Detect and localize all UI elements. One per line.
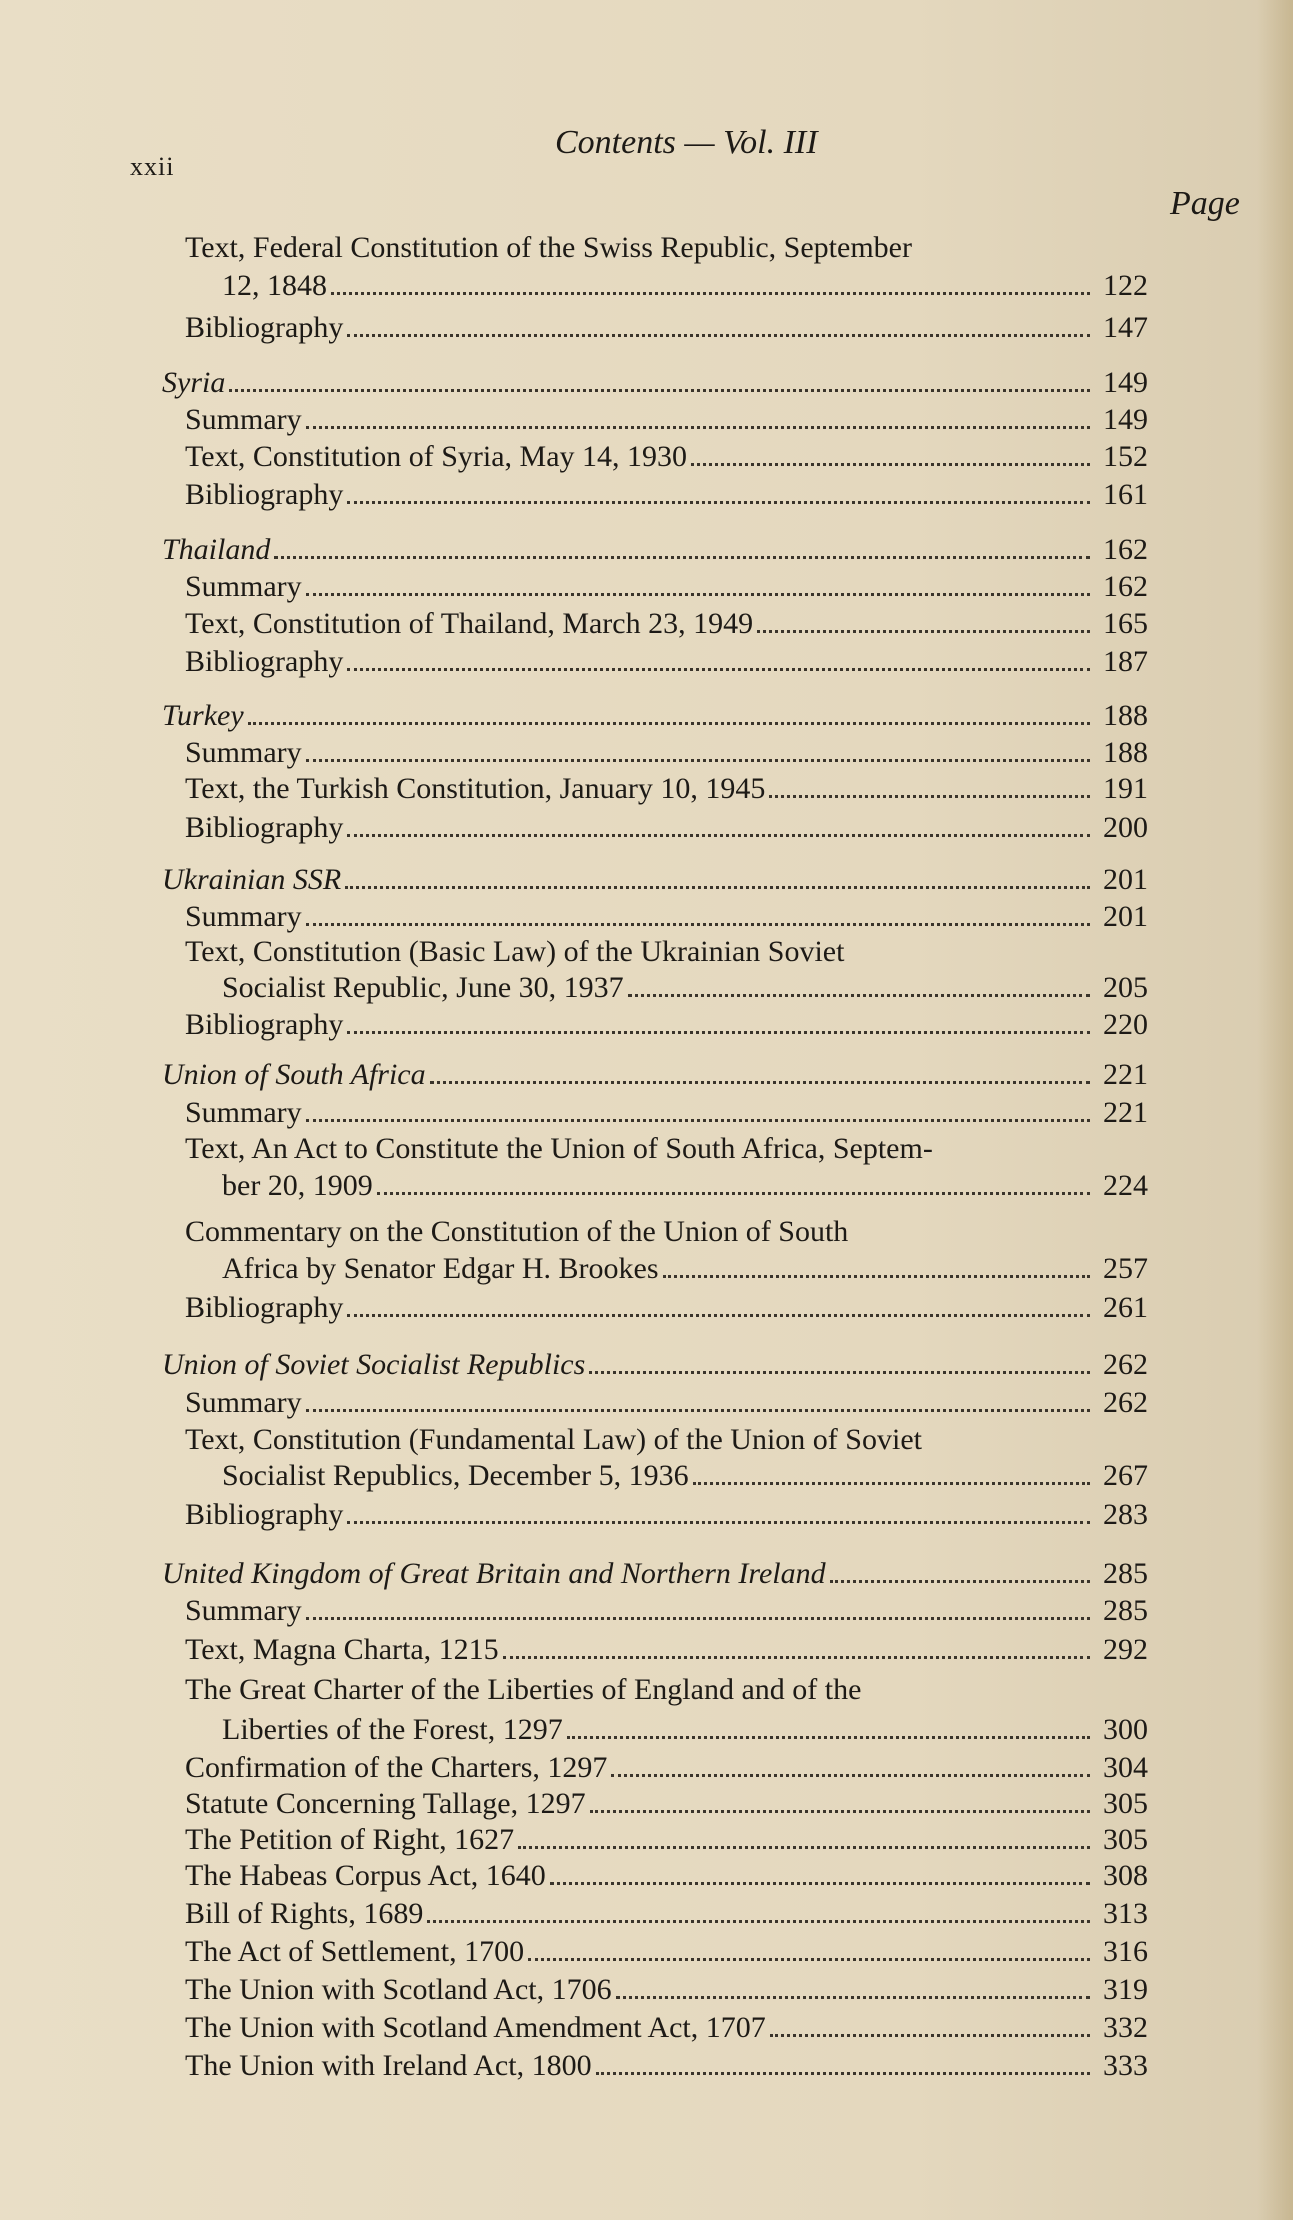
toc-entry-bill-of-rights-1689[interactable] bbox=[185, 1896, 1148, 1932]
dot-leader bbox=[518, 1846, 1090, 1849]
toc-page-number: 305 bbox=[1103, 1787, 1148, 1820]
toc-entry-label: The Union with Ireland Act, 1800 bbox=[185, 2049, 592, 2082]
folio-number: xxii bbox=[130, 152, 175, 181]
dot-leader bbox=[590, 1810, 1090, 1813]
toc-entry-bibliography[interactable] bbox=[185, 644, 1148, 680]
toc-country-turkey[interactable] bbox=[162, 698, 1148, 734]
dot-leader bbox=[616, 1996, 1090, 1999]
dot-leader bbox=[347, 834, 1090, 837]
dot-leader bbox=[611, 1774, 1090, 1777]
toc-page-number: 304 bbox=[1103, 1751, 1148, 1784]
toc-page-number: 188 bbox=[1103, 699, 1148, 732]
toc-page-number: 147 bbox=[1103, 311, 1148, 344]
dot-leader bbox=[757, 630, 1090, 633]
toc-entry-label: Text, Constitution of Thailand, March 23, 1949 bbox=[185, 607, 754, 640]
toc-page-number: 200 bbox=[1103, 811, 1148, 844]
toc-entry-label: The Union with Scotland Amendment Act, 1707 bbox=[185, 2011, 766, 2044]
dot-leader bbox=[306, 593, 1090, 596]
toc-entry-statute-concerning-tallage-1297[interactable] bbox=[185, 1786, 1148, 1822]
toc-entry-label: Union of Soviet Socialist Republics bbox=[162, 1348, 586, 1381]
page-column-label: Page bbox=[1170, 185, 1240, 222]
toc-entry-line-text-an-act-to-constitute-the-union-of-s: Text, An Act to Constitute the Union of South Africa, Septem- bbox=[185, 1132, 933, 1165]
dot-leader bbox=[347, 334, 1090, 337]
toc-entry-line-commentary-on-the-constitution-of-the-un: Commentary on the Constitution of the Union of South bbox=[185, 1215, 849, 1248]
dot-leader bbox=[347, 668, 1090, 671]
toc-entry-label: Bill of Rights, 1689 bbox=[185, 1897, 424, 1930]
dot-leader bbox=[691, 463, 1090, 466]
toc-entry-label: Bibliography bbox=[185, 478, 344, 511]
toc-entry-bibliography[interactable] bbox=[185, 1290, 1148, 1326]
dot-leader bbox=[550, 1882, 1090, 1885]
toc-entry-ber-20-1909[interactable] bbox=[222, 1168, 1148, 1204]
toc-entry-label: Summary bbox=[185, 900, 302, 933]
toc-entry-label: Turkey bbox=[162, 699, 244, 732]
toc-entry-bibliography[interactable] bbox=[185, 310, 1148, 346]
toc-page-number: 267 bbox=[1103, 1459, 1148, 1492]
toc-entry-the-union-with-ireland-act-1800[interactable] bbox=[185, 2048, 1148, 2084]
toc-entry-summary[interactable] bbox=[185, 899, 1148, 935]
toc-page-number: 188 bbox=[1103, 736, 1148, 769]
toc-page-number: 162 bbox=[1103, 570, 1148, 603]
toc-page-number: 261 bbox=[1103, 1291, 1148, 1324]
dot-leader bbox=[693, 1482, 1090, 1485]
toc-entry-label: Text, Constitution of Syria, May 14, 1930 bbox=[185, 440, 688, 473]
toc-entry-summary[interactable] bbox=[185, 402, 1148, 438]
dot-leader bbox=[528, 1958, 1090, 1961]
toc-entry-label: Socialist Republics, December 5, 1936 bbox=[222, 1459, 689, 1492]
dot-leader bbox=[589, 1371, 1090, 1374]
toc-page-number: 283 bbox=[1103, 1498, 1148, 1531]
dot-leader bbox=[769, 795, 1090, 798]
toc-entry-africa-by-senator-edgar-h-brookes[interactable] bbox=[222, 1251, 1148, 1287]
dot-leader bbox=[567, 1736, 1090, 1739]
toc-entry-bibliography[interactable] bbox=[185, 477, 1148, 513]
toc-page-number: 187 bbox=[1103, 645, 1148, 678]
toc-page-number: 313 bbox=[1103, 1897, 1148, 1930]
toc-page-number: 191 bbox=[1103, 772, 1148, 805]
toc-entry-label: Thailand bbox=[162, 533, 271, 566]
toc-page-number: 221 bbox=[1103, 1096, 1148, 1129]
dot-leader bbox=[430, 1081, 1090, 1084]
toc-entry-label: Text, Magna Charta, 1215 bbox=[185, 1633, 499, 1666]
toc-page-number: 262 bbox=[1103, 1386, 1148, 1419]
toc-page-number: 319 bbox=[1103, 1973, 1148, 2006]
dot-leader bbox=[345, 886, 1090, 889]
dot-leader bbox=[347, 1031, 1090, 1034]
toc-page-number: 333 bbox=[1103, 2049, 1148, 2082]
toc-entry-label: Bibliography bbox=[185, 645, 344, 678]
toc-entry-text-constitution-of-syria-may-14-1930[interactable] bbox=[185, 439, 1148, 475]
toc-page-number: 332 bbox=[1103, 2011, 1148, 2044]
dot-leader bbox=[596, 2072, 1090, 2075]
toc-page-number: 224 bbox=[1103, 1169, 1148, 1202]
toc-page-number: 149 bbox=[1103, 403, 1148, 436]
toc-page-number: 149 bbox=[1103, 366, 1148, 399]
dot-leader bbox=[628, 994, 1090, 997]
dot-leader bbox=[306, 426, 1090, 429]
toc-entry-label: Summary bbox=[185, 570, 302, 603]
dot-leader bbox=[306, 1409, 1090, 1412]
toc-entry-summary[interactable] bbox=[185, 1593, 1148, 1629]
toc-entry-label: The Habeas Corpus Act, 1640 bbox=[185, 1859, 546, 1892]
toc-page-number: 285 bbox=[1103, 1594, 1148, 1627]
dot-leader bbox=[274, 556, 1090, 559]
toc-entry-socialist-republics-december-5-1936[interactable] bbox=[222, 1458, 1148, 1494]
dot-leader bbox=[306, 923, 1090, 926]
toc-country-syria[interactable] bbox=[162, 365, 1148, 401]
toc-page-number: 285 bbox=[1103, 1557, 1148, 1590]
toc-entry-line-text-federal-constitution-of-the-swiss-r: Text, Federal Constitution of the Swiss Republic, September bbox=[185, 231, 912, 264]
toc-entry-label: Bibliography bbox=[185, 1291, 344, 1324]
toc-page-number: 300 bbox=[1103, 1713, 1148, 1746]
toc-page-number: 220 bbox=[1103, 1008, 1148, 1041]
toc-page-number: 161 bbox=[1103, 478, 1148, 511]
toc-entry-liberties-of-the-forest-1297[interactable] bbox=[222, 1712, 1148, 1748]
toc-entry-label: Summary bbox=[185, 1594, 302, 1627]
dot-leader bbox=[229, 389, 1090, 392]
toc-page-number: 262 bbox=[1103, 1348, 1148, 1381]
dot-leader bbox=[427, 1920, 1090, 1923]
dot-leader bbox=[347, 501, 1090, 504]
dot-leader bbox=[306, 1617, 1090, 1620]
toc-entry-summary[interactable] bbox=[185, 1095, 1148, 1131]
toc-page-number: 162 bbox=[1103, 533, 1148, 566]
toc-page-number: 152 bbox=[1103, 440, 1148, 473]
toc-entry-text-the-turkish-constitution-january-10[interactable] bbox=[185, 771, 1148, 807]
toc-entry-summary[interactable] bbox=[185, 735, 1148, 771]
toc-entry-summary[interactable] bbox=[185, 1385, 1148, 1421]
toc-entry-label: Bibliography bbox=[185, 1498, 344, 1531]
toc-page-number: 292 bbox=[1103, 1633, 1148, 1666]
toc-entry-line-text-constitution-basic-law-of-the-ukrai: Text, Constitution (Basic Law) of the Ukrainian Soviet bbox=[185, 935, 845, 968]
toc-entry-the-habeas-corpus-act-1640[interactable] bbox=[185, 1858, 1148, 1894]
toc-entry-12-1848[interactable] bbox=[222, 268, 1148, 304]
toc-entry-bibliography[interactable] bbox=[185, 810, 1148, 846]
dot-leader bbox=[306, 759, 1090, 762]
toc-entry-label: Africa by Senator Edgar H. Brookes bbox=[222, 1252, 659, 1285]
toc-entry-label: Summary bbox=[185, 736, 302, 769]
running-head: Contents — Vol. III bbox=[555, 124, 818, 161]
dot-leader bbox=[663, 1275, 1090, 1278]
dot-leader bbox=[347, 1521, 1090, 1524]
toc-page-number: 316 bbox=[1103, 1935, 1148, 1968]
toc-entry-label: Liberties of the Forest, 1297 bbox=[222, 1713, 563, 1746]
toc-page-number: 201 bbox=[1103, 900, 1148, 933]
toc-entry-text-constitution-of-thailand-march-23-1[interactable] bbox=[185, 606, 1148, 642]
toc-entry-bibliography[interactable] bbox=[185, 1497, 1148, 1533]
dot-leader bbox=[770, 2034, 1090, 2037]
toc-country-united-kingdom-of-great-britain-and-nort[interactable] bbox=[162, 1556, 1148, 1592]
toc-entry-label: Summary bbox=[185, 1386, 302, 1419]
toc-entry-label: The Petition of Right, 1627 bbox=[185, 1823, 515, 1856]
toc-page-number: 305 bbox=[1103, 1823, 1148, 1856]
toc-country-union-of-soviet-socialist-republics[interactable] bbox=[162, 1347, 1148, 1383]
toc-entry-label: Union of South Africa bbox=[162, 1058, 426, 1091]
toc-entry-label: Bibliography bbox=[185, 811, 344, 844]
dot-leader bbox=[331, 292, 1090, 295]
toc-entry-summary[interactable] bbox=[185, 569, 1148, 605]
toc-entry-line-text-constitution-fundamental-law-of-the: Text, Constitution (Fundamental Law) of the Union of Soviet bbox=[185, 1423, 922, 1456]
toc-entry-line-the-great-charter-of-the-liberties-of-en: The Great Charter of the Liberties of England and of the bbox=[185, 1673, 862, 1706]
toc-entry-label: Socialist Republic, June 30, 1937 bbox=[222, 971, 624, 1004]
toc-entry-label: ber 20, 1909 bbox=[222, 1169, 373, 1202]
toc-page-number: 165 bbox=[1103, 607, 1148, 640]
toc-entry-label: Statute Concerning Tallage, 1297 bbox=[185, 1787, 586, 1820]
toc-entry-label: Summary bbox=[185, 1096, 302, 1129]
toc-entry-label: Bibliography bbox=[185, 311, 344, 344]
toc-entry-label: Summary bbox=[185, 403, 302, 436]
toc-entry-label: Text, the Turkish Constitution, January 10, 1945 bbox=[185, 772, 766, 805]
toc-page-number: 257 bbox=[1103, 1252, 1148, 1285]
toc-entry-label: 12, 1848 bbox=[222, 269, 327, 302]
toc-entry-the-union-with-scotland-act-1706[interactable] bbox=[185, 1972, 1148, 2008]
toc-country-union-of-south-africa[interactable] bbox=[162, 1057, 1148, 1093]
toc-entry-bibliography[interactable] bbox=[185, 1007, 1148, 1043]
toc-entry-the-petition-of-right-1627[interactable] bbox=[185, 1822, 1148, 1858]
toc-entry-label: The Union with Scotland Act, 1706 bbox=[185, 1973, 612, 2006]
dot-leader bbox=[306, 1119, 1090, 1122]
toc-entry-the-act-of-settlement-1700[interactable] bbox=[185, 1934, 1148, 1970]
toc-entry-label: Bibliography bbox=[185, 1008, 344, 1041]
toc-entry-socialist-republic-june-30-1937[interactable] bbox=[222, 970, 1148, 1006]
toc-entry-label: Ukrainian SSR bbox=[162, 863, 342, 896]
toc-entry-label: Syria bbox=[162, 366, 226, 399]
toc-country-ukrainian-ssr[interactable] bbox=[162, 862, 1148, 898]
dot-leader bbox=[377, 1192, 1090, 1195]
toc-entry-text-magna-charta-1215[interactable] bbox=[185, 1632, 1148, 1668]
toc-entry-label: The Act of Settlement, 1700 bbox=[185, 1935, 525, 1968]
dot-leader bbox=[248, 722, 1090, 725]
toc-country-thailand[interactable] bbox=[162, 532, 1148, 568]
toc-entry-confirmation-of-the-charters-1297[interactable] bbox=[185, 1750, 1148, 1786]
toc-entry-the-union-with-scotland-amendment-act-17[interactable] bbox=[185, 2010, 1148, 2046]
page-edge-shadow bbox=[1257, 0, 1293, 2220]
dot-leader bbox=[830, 1580, 1090, 1583]
dot-leader bbox=[503, 1656, 1090, 1659]
toc-entry-label: United Kingdom of Great Britain and Northern Ireland bbox=[162, 1557, 826, 1590]
toc-page-number: 122 bbox=[1103, 269, 1148, 302]
dot-leader bbox=[347, 1314, 1090, 1317]
toc-page-number: 221 bbox=[1103, 1058, 1148, 1091]
toc-page-number: 201 bbox=[1103, 863, 1148, 896]
toc-page-number: 205 bbox=[1103, 971, 1148, 1004]
toc-page-number: 308 bbox=[1103, 1859, 1148, 1892]
toc-entry-label: Confirmation of the Charters, 1297 bbox=[185, 1751, 608, 1784]
